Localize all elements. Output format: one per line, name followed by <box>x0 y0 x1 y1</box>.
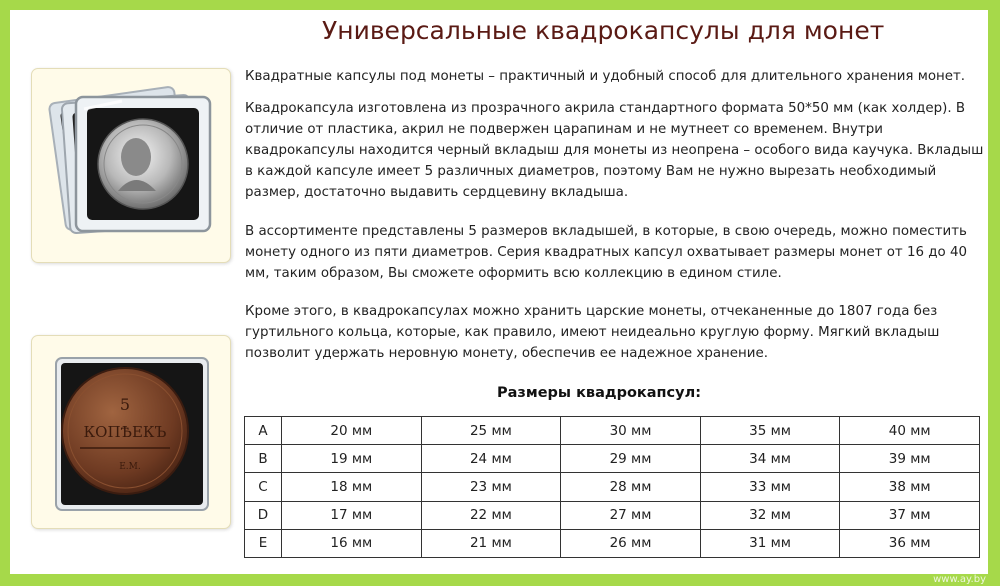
size-cell: 35 мм <box>700 417 840 445</box>
size-cell: 26 мм <box>561 529 701 557</box>
size-cell: 38 мм <box>840 473 980 501</box>
capsules-photo-frame <box>31 68 231 263</box>
size-cell: 17 мм <box>282 501 422 529</box>
size-cell: 34 мм <box>700 445 840 473</box>
row-letter: E <box>245 529 282 557</box>
size-cell: 24 мм <box>421 445 561 473</box>
paragraph-intro: Квадратные капсулы под монеты – практичный и удобный способ для длительного хранения монет. <box>245 69 966 84</box>
size-cell: 36 мм <box>840 529 980 557</box>
table-row <box>245 501 980 529</box>
size-cell: 40 мм <box>840 417 980 445</box>
row-letter: C <box>245 473 282 501</box>
capsule-sizes-table <box>244 416 980 558</box>
size-cell: 39 мм <box>840 445 980 473</box>
size-cell: 25 мм <box>421 417 561 445</box>
table-row <box>245 529 980 557</box>
watermark: www.ay.by <box>933 574 986 585</box>
size-cell: 18 мм <box>282 473 422 501</box>
copper-coin-photo-frame <box>31 335 231 529</box>
table-row <box>245 417 980 445</box>
size-cell: 23 мм <box>421 473 561 501</box>
size-cell: 21 мм <box>421 529 561 557</box>
coin-mint-text: Е.М. <box>119 462 141 472</box>
size-cell: 19 мм <box>282 445 422 473</box>
table-row <box>245 445 980 473</box>
capsules-photo <box>32 69 230 262</box>
row-letter: D <box>245 501 282 529</box>
size-cell: 20 мм <box>282 417 422 445</box>
table-row <box>245 473 980 501</box>
size-cell: 30 мм <box>561 417 701 445</box>
size-cell: 27 мм <box>561 501 701 529</box>
paragraph-assortment: В ассортименте представлены 5 размеров вкладышей, в которые, в свою очередь, можно поместить монету одного из пяти диаметров. Серия квадратных капсул охватывает размеры монет от 16 до 40 мм, таким образом, Вы сможете оформить всю коллекцию в едином стиле. <box>245 224 968 281</box>
copper-coin-photo <box>32 336 230 528</box>
coin-word-text: КОПѢЕКЪ <box>83 423 167 441</box>
table-title: Размеры квадрокапсул: <box>497 385 702 401</box>
row-letter: B <box>245 445 282 473</box>
paragraph-tsarist-coins: Кроме этого, в квадрокапсулах можно хранить царские монеты, отчеканенные до 1807 года без гуртильного кольца, которые, как правило, имеют неидеально круглую форму. Мягкий вкладыш позволит удержать неровную монету, обеспечив ее надежное хранение. <box>245 304 940 361</box>
size-cell: 22 мм <box>421 501 561 529</box>
page-title: Универсальные квадрокапсулы для монет <box>322 16 885 45</box>
size-cell: 29 мм <box>561 445 701 473</box>
size-cell: 28 мм <box>561 473 701 501</box>
coin-value-text: 5 <box>119 395 131 414</box>
size-cell: 31 мм <box>700 529 840 557</box>
paragraph-material: Квадрокапсула изготовлена из прозрачного акрила стандартного формата 50*50 мм (как холдер). В отличие от пластика, акрил не подвержен царапинам и не мутнеет со временем. Внутри квадрокапсулы находится черный вкладыш для монеты из неопрена – особого вида каучука. Вкладыш в каждой капсуле имеет 5 различных диаметров, поэтому Вам не нужно вырезать необходимый размер, достаточно выдавить сердцевину вкладыша. <box>245 101 984 200</box>
size-cell: 37 мм <box>840 501 980 529</box>
size-cell: 32 мм <box>700 501 840 529</box>
size-cell: 33 мм <box>700 473 840 501</box>
row-letter: A <box>245 417 282 445</box>
size-cell: 16 мм <box>282 529 422 557</box>
